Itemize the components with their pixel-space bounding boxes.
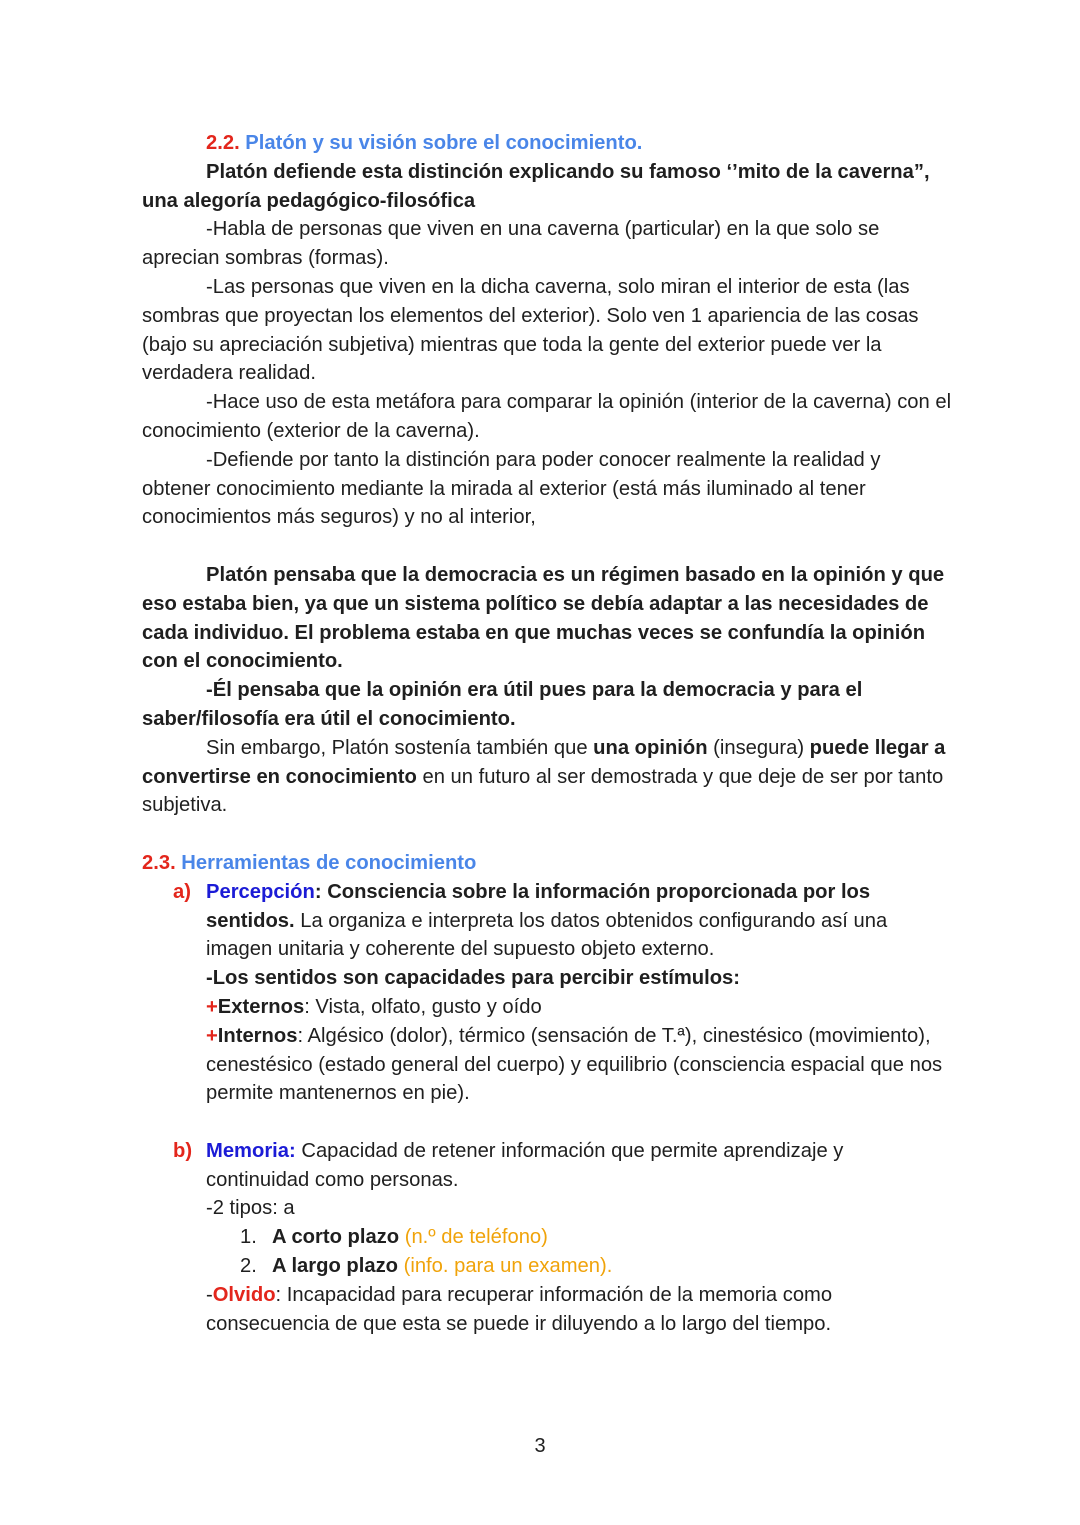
term: Percepción: [206, 880, 315, 903]
plus-marker: +: [206, 995, 218, 1018]
term: Memoria:: [206, 1139, 296, 1162]
spacer: [142, 1108, 952, 1137]
democracy-paragraph: Platón pensaba que la democracia es un régimen basado en la opinión y que eso estaba bien, ya que un sistema político se debía adaptar a las necesidades de cada individuo. El problema estaba en que muchas veces se confundía la opinión con el conocimiento.: [142, 563, 945, 673]
example: (info. para un examen).: [398, 1255, 613, 1278]
text-run: Capacidad de retener información que permite aprendizaje y continuidad como personas.: [206, 1139, 844, 1191]
label: Internos: [217, 1024, 298, 1047]
number-marker: 2.: [240, 1255, 257, 1278]
text-run: Sin embargo, Platón sostenía también que: [206, 736, 594, 759]
senses-internos: [206, 1022, 952, 1108]
page-number: 3: [534, 1435, 546, 1457]
plus-marker: +: [206, 1024, 218, 1047]
percepcion-definition: [206, 878, 952, 964]
label: A largo plazo: [272, 1255, 398, 1278]
colon: :: [314, 880, 328, 903]
spacer: [142, 820, 952, 849]
section-title: Platón y su visión sobre el conocimiento.: [245, 132, 643, 154]
spacer: [142, 532, 952, 561]
section-2-2-heading: [142, 129, 952, 158]
label: Externos: [217, 995, 305, 1018]
text-run: (insegura): [707, 736, 810, 759]
dash: -: [206, 1283, 213, 1306]
section-number: 2.2.: [206, 132, 240, 154]
text-run: La organiza e interpreta los datos obtenidos configurando así una imagen unitaria y coherente del supuesto objeto externo.: [206, 909, 888, 961]
list-item-percepcion: [142, 878, 952, 1108]
paragraph: -Hace uso de esta metáfora para comparar la opinión (interior de la caverna) con el conocimiento (exterior de la caverna).: [142, 391, 952, 442]
page-content: [142, 129, 952, 1338]
example: (n.º de teléfono): [399, 1226, 548, 1249]
memoria-definition: [206, 1137, 952, 1195]
section-number: 2.3.: [142, 851, 176, 874]
list-item-memoria: [142, 1137, 952, 1223]
useful-paragraph: -Él pensaba que la opinión era útil pues para la democracia y para el saber/filosofía era útil el conocimiento.: [142, 679, 863, 730]
term: Olvido: [212, 1283, 276, 1306]
senses-externos: [206, 993, 952, 1022]
numbered-item: [142, 1223, 952, 1252]
section-2-3-heading: [142, 849, 952, 878]
list-marker: b): [173, 1139, 193, 1162]
however-paragraph: [142, 734, 952, 820]
senses-heading: -Los sentidos son capacidades para percibir estímulos:: [206, 967, 741, 990]
number-marker: 1.: [240, 1226, 257, 1249]
paragraph: -Defiende por tanto la distinción para poder conocer realmente la realidad y obtener conocimiento mediante la mirada al exterior (está más iluminado al tener conocimientos más seguros) y no al interior,: [142, 448, 881, 529]
text-run: : Incapacidad para recuperar información de la memoria como consecuencia de que esta se puede ir diluyendo a lo largo del tiempo.: [206, 1283, 833, 1335]
list-marker: a): [173, 880, 191, 903]
paragraph: -Las personas que viven en la dicha caverna, solo miran el interior de esta (las sombras que proyectan los elementos del exterior). Solo ven 1 apariencia de las cosas (bajo su apreciación subjetiva) mientras que toda la gente del exterior puede ver la verdadera realidad.: [142, 275, 919, 385]
types-label: -2 tipos: a: [206, 1197, 295, 1220]
numbered-item: [142, 1252, 952, 1281]
bold-run: Consciencia sobre la información proporcionada por los sentidos.: [206, 880, 871, 932]
bold-run: una opinión: [593, 736, 708, 759]
text-run: : Algésico (dolor), térmico (sensación de T.ª), cinestésico (movimiento), cenestésico (estado general del cuerpo) y equilibrio (consciencia espacial que nos permite mantenernos en pie).: [206, 1024, 943, 1105]
paragraph: -Habla de personas que viven en una caverna (particular) en la que solo se aprecian sombras (formas).: [142, 218, 880, 270]
bold-run: puede llegar a convertirse en conocimiento: [142, 736, 946, 788]
label: A corto plazo: [272, 1226, 400, 1249]
olvido-definition: [142, 1281, 952, 1339]
intro-paragraph: Platón defiende esta distinción explicando su famoso ‘’mito de la caverna”, una alegoría pedagógico-filosófica: [142, 160, 930, 212]
text-run: : Vista, olfato, gusto y oído: [304, 995, 542, 1018]
text-run: en un futuro al ser demostrada y que deje de ser por tanto subjetiva.: [142, 765, 944, 817]
section-title: Herramientas de conocimiento: [181, 851, 477, 874]
